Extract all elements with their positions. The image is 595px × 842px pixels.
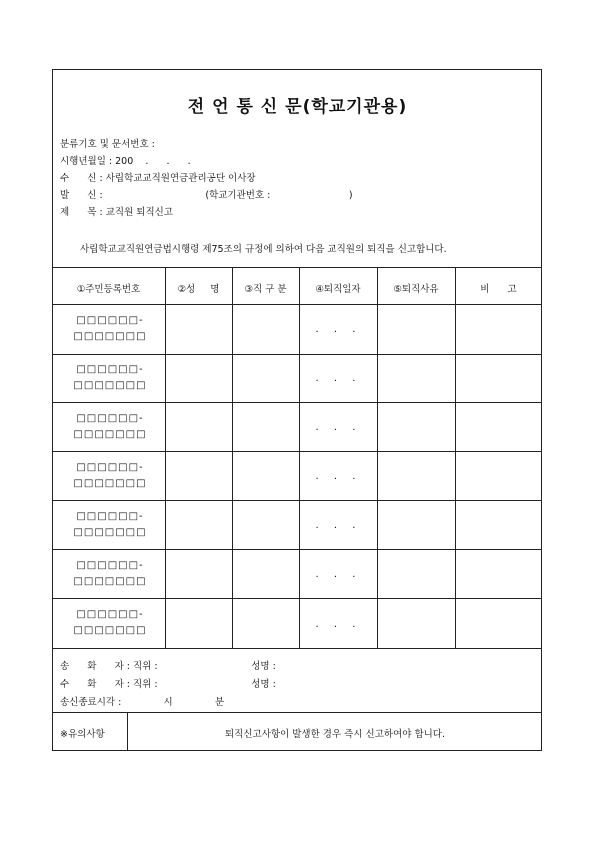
row-line bbox=[52, 549, 542, 550]
table-row-date: . . . bbox=[315, 471, 362, 482]
receiver-line: 수 화 자 : 직위 : 성명 : bbox=[60, 679, 276, 690]
table-top-line bbox=[52, 267, 542, 268]
col-header-type: ③직 구 분 bbox=[244, 284, 287, 295]
row-line bbox=[52, 354, 542, 355]
footer-line bbox=[52, 712, 542, 713]
table-row-id: □□□□□□- □□□□□□□ bbox=[73, 511, 147, 538]
col-header-name: ②성 명 bbox=[177, 284, 220, 295]
col-line bbox=[232, 267, 233, 648]
col-header-remarks: 비 고 bbox=[480, 284, 517, 295]
recipient-label: 수 신 : 사립학교교직원연금관리공단 이사장 bbox=[60, 173, 256, 184]
table-row-date: . . . bbox=[315, 373, 362, 384]
row-line bbox=[52, 598, 542, 599]
table-row-date: . . . bbox=[315, 422, 362, 433]
col-header-reason: ⑤퇴직사유 bbox=[393, 284, 439, 295]
notice-text: 사립학교교직원연금법시행령 제75조의 규정에 의하여 다음 교직원의 퇴직을 신고합니다. bbox=[80, 244, 447, 255]
table-row-id: □□□□□□- □□□□□□□ bbox=[73, 413, 147, 440]
col-header-id: ①주민등록번호 bbox=[76, 284, 141, 295]
col-header-date: ④퇴직일자 bbox=[315, 284, 361, 295]
form-title: 전 언 통 신 문(학교기관용) bbox=[187, 97, 408, 117]
table-row-date: . . . bbox=[315, 324, 362, 335]
table-row-date: . . . bbox=[315, 520, 362, 531]
table-header-line bbox=[52, 304, 542, 305]
table-row-date: . . . bbox=[315, 619, 362, 630]
sender-caller-line: 송 화 자 : 직위 : 성명 : bbox=[60, 661, 276, 672]
table-row-id: □□□□□□- □□□□□□□ bbox=[73, 364, 147, 391]
table-bottom-line bbox=[52, 648, 542, 649]
col-line bbox=[165, 267, 166, 648]
date-label: 시행년월일 : 200 . . . bbox=[60, 156, 191, 167]
subject-label: 제 목 : 교직원 퇴직신고 bbox=[60, 207, 173, 218]
sender-label: 발 신 : (학교기관번호 : ) bbox=[60, 190, 353, 201]
table-row-id: □□□□□□- □□□□□□□ bbox=[73, 609, 147, 636]
table-row-date: . . . bbox=[315, 569, 362, 580]
table-row-id: □□□□□□- □□□□□□□ bbox=[73, 462, 147, 489]
note-text: 퇴직신고사항이 발생한 경우 즉시 신고하여야 합니다. bbox=[224, 729, 445, 740]
note-label: ※유의사항 bbox=[60, 729, 105, 740]
col-line bbox=[377, 267, 378, 648]
row-line bbox=[52, 402, 542, 403]
table-row-id: □□□□□□- □□□□□□□ bbox=[73, 315, 147, 342]
row-line bbox=[52, 500, 542, 501]
col-line bbox=[455, 267, 456, 648]
table-row-id: □□□□□□- □□□□□□□ bbox=[73, 560, 147, 587]
doc-number-label: 분류기호 및 문서번호 : bbox=[60, 139, 155, 150]
transmission-end-time: 송신종료시각 : 시 분 bbox=[60, 697, 225, 708]
row-line bbox=[52, 451, 542, 452]
